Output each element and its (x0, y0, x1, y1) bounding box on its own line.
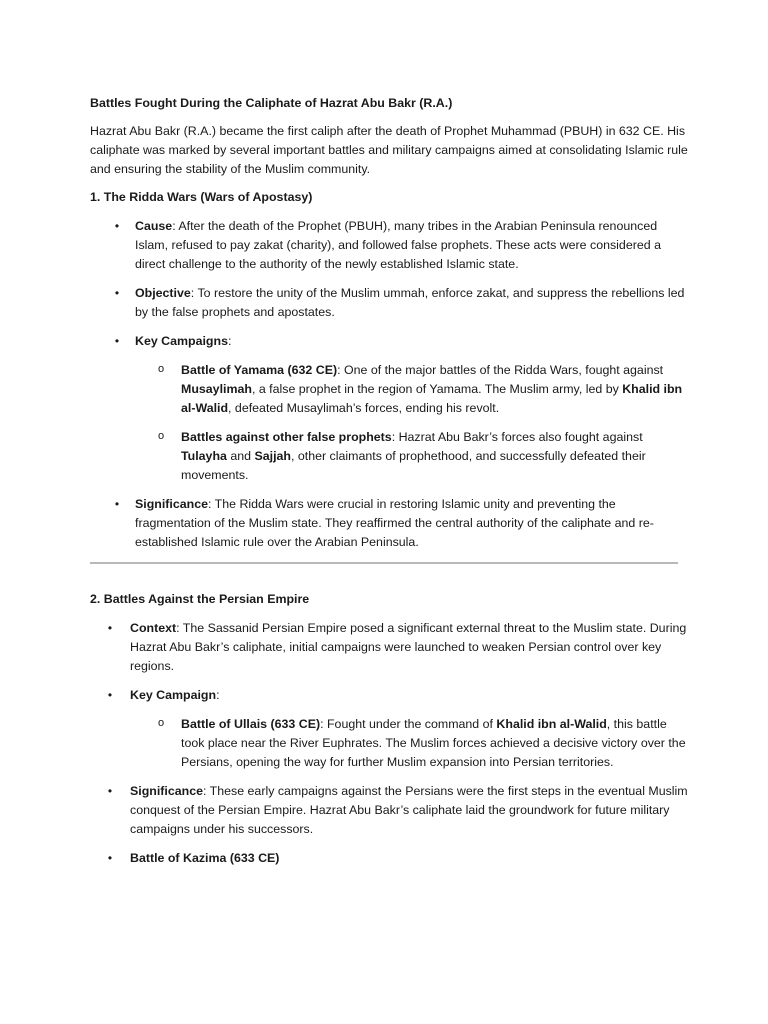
false-prophets-label: Battles against other false prophets (181, 430, 392, 444)
document-title: Battles Fought During the Caliphate of Hazrat Abu Bakr (R.A.) (90, 96, 453, 110)
tulayha-name: Tulayha (181, 449, 227, 463)
objective-label: Objective (135, 286, 191, 300)
false-prophets-text-2: and (226, 449, 255, 463)
yamama-text: : One of the major battles of the Ridda Wars, fought against (337, 363, 664, 377)
significance-text: : The Ridda Wars were crucial in restoring Islamic unity and preventing the fragmentation of the Muslim state. They reaffirmed the central authority of the caliphate and re-established Islamic rule over the Arabian Peninsula. (135, 497, 654, 549)
bullet-icon: • (107, 851, 113, 865)
ridda-campaigns-sublist (135, 361, 690, 485)
kazima-label: Battle of Kazima (633 CE) (130, 851, 280, 865)
list-item-context (90, 619, 690, 676)
yamama-text-2: , a false prophet in the region of Yamama. The Muslim army, led by (251, 382, 623, 396)
false-prophets-text: : Hazrat Abu Bakr’s forces also fought against (391, 430, 643, 444)
khalid-name: Khalid ibn al-Walid (496, 717, 607, 731)
list-item-key-campaign (90, 686, 690, 772)
key-campaigns-label: Key Campaigns (135, 334, 228, 348)
ullais-text-2: , this battle took place near the River Euphrates. The Muslim forces achieved a decisive victory over the Persians, opening the way for further Muslim expansion into Persian territories. (181, 717, 686, 769)
cause-text: : After the death of the Prophet (PBUH), many tribes in the Arabian Peninsula renounced Islam, refused to pay zakat (charity), and followed false prophets. These acts were considered a direct challenge to the authority of the newly established Islamic state. (135, 219, 661, 271)
section-heading-ridda-wars: 1. The Ridda Wars (Wars of Apostasy) (90, 190, 313, 204)
key-campaign-colon: : (216, 688, 220, 702)
bullet-icon: • (107, 621, 113, 635)
bullet-icon: • (114, 286, 120, 300)
ridda-wars-list (90, 217, 690, 552)
key-campaigns-colon: : (227, 334, 232, 348)
sublist-item-false-prophets (135, 428, 690, 485)
sub-bullet-icon: o (158, 363, 165, 375)
objective-text: : To restore the unity of the Muslim ummah, enforce zakat, and suppress the rebellions led by the false prophets and apostates. (135, 286, 685, 319)
yamama-label: Battle of Yamama (632 CE) (181, 363, 338, 377)
key-campaign-label: Key Campaign (130, 688, 217, 702)
list-item-kazima (90, 849, 690, 868)
intro-paragraph: Hazrat Abu Bakr (R.A.) became the first caliph after the death of Prophet Muhammad (PBUH) in 632 CE. His caliphate was marked by several important battles and military campaigns aimed at consolidating Islamic rule and ensuring the stability of the Muslim community. (90, 124, 688, 176)
horizontal-divider (90, 562, 678, 564)
sublist-item-ullais (130, 715, 690, 772)
sublist-item-yamama (135, 361, 690, 418)
context-label: Context (130, 621, 177, 635)
list-item-significance (90, 495, 690, 552)
bullet-icon: • (107, 784, 113, 798)
yamama-text-3: , defeated Musaylimah’s forces, ending his revolt. (228, 401, 500, 415)
sub-bullet-icon: o (158, 717, 165, 729)
significance-label: Significance (130, 784, 203, 798)
persian-campaigns-sublist (130, 715, 690, 772)
bullet-icon: • (114, 219, 120, 233)
sajjah-name: Sajjah (254, 449, 291, 463)
significance-label: Significance (135, 497, 208, 511)
list-item-objective (90, 284, 690, 322)
sub-bullet-icon: o (158, 430, 165, 442)
context-text: : The Sassanid Persian Empire posed a significant external threat to the Muslim state. During Hazrat Abu Bakr’s caliphate, initial campaigns were launched to weaken Persian control over key regions. (130, 621, 687, 673)
document-body (90, 94, 690, 878)
section-heading-persian-empire: 2. Battles Against the Persian Empire (90, 592, 310, 606)
bullet-icon: • (107, 688, 113, 702)
persian-battles-list (90, 619, 690, 868)
ullais-text: : Fought under the command of (320, 717, 497, 731)
list-item-cause (90, 217, 690, 274)
list-item-significance-persian (90, 782, 690, 839)
ullais-label: Battle of Ullais (633 CE) (181, 717, 321, 731)
list-item-key-campaigns (90, 332, 690, 485)
khalid-name: Khalid ibn al-Walid (181, 382, 683, 415)
cause-label: Cause (135, 219, 173, 233)
false-prophets-text-3: , other claimants of prophethood, and successfully defeated their movements. (181, 449, 646, 482)
bullet-icon: • (114, 497, 120, 511)
musaylimah-name: Musaylimah (181, 382, 252, 396)
significance-text: : These early campaigns against the Persians were the first steps in the eventual Muslim conquest of the Persian Empire. Hazrat Abu Bakr’s caliphate laid the groundwork for future military campaigns under his successors. (130, 784, 688, 836)
bullet-icon: • (114, 334, 120, 348)
